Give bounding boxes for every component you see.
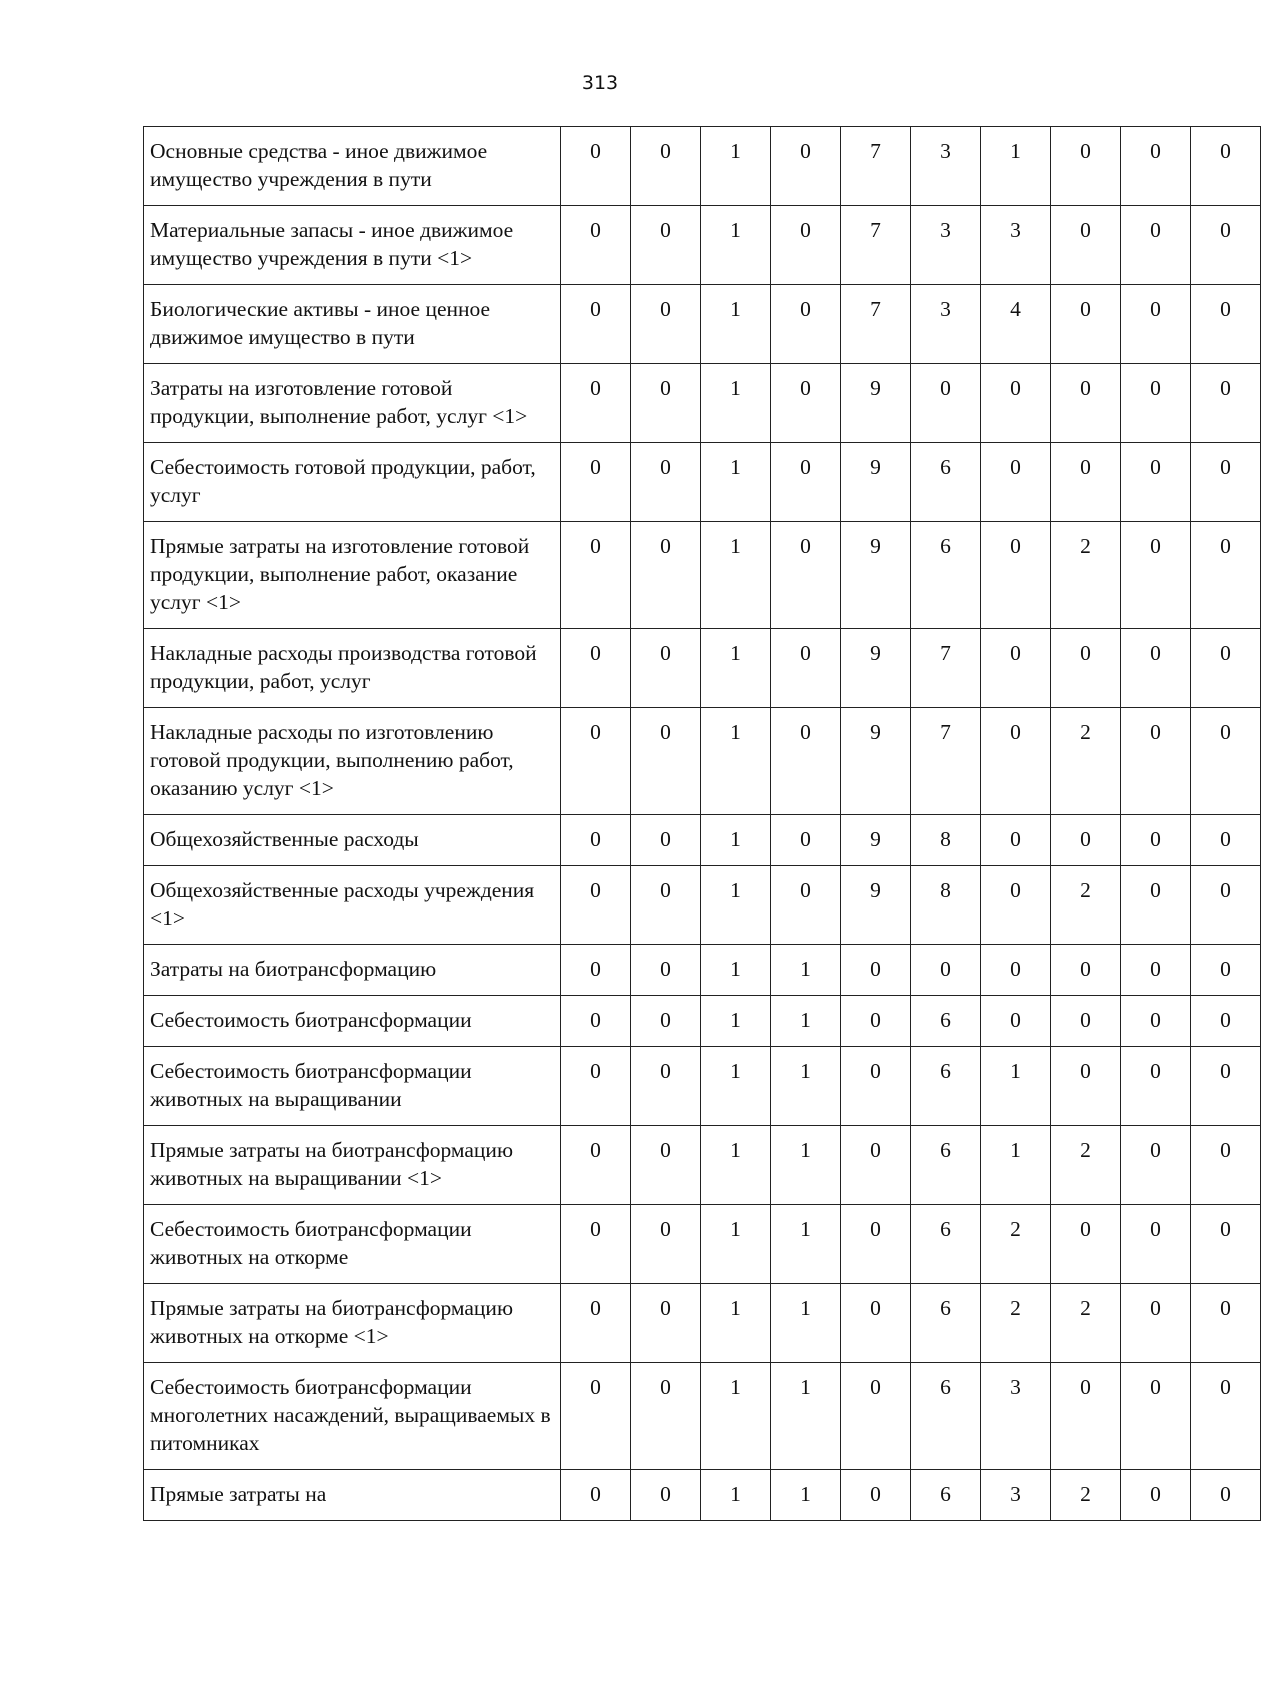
table-row	[144, 285, 1261, 364]
code-digit-cell: 0	[1051, 815, 1121, 866]
code-digit-cell: 1	[701, 364, 771, 443]
code-digit-cell: 6	[911, 1126, 981, 1205]
code-digit-cell: 6	[911, 1047, 981, 1126]
code-digit-cell: 0	[841, 1470, 911, 1521]
code-digit-cell: 6	[911, 996, 981, 1047]
code-digit-cell: 0	[771, 443, 841, 522]
code-digit-cell: 0	[1121, 127, 1191, 206]
table-row	[144, 1363, 1261, 1470]
code-digit-cell: 0	[981, 522, 1051, 629]
table-body	[144, 127, 1261, 1521]
code-digit-cell: 9	[841, 708, 911, 815]
code-digit-cell: 0	[1121, 285, 1191, 364]
code-digit-cell: 6	[911, 443, 981, 522]
account-name-cell: Материальные запасы - иное движимое имущество учреждения в пути <1>	[144, 206, 561, 285]
accounts-table	[143, 126, 1261, 1521]
table-row	[144, 945, 1261, 996]
code-digit-cell: 0	[631, 996, 701, 1047]
code-digit-cell: 1	[701, 1205, 771, 1284]
code-digit-cell: 0	[1051, 1205, 1121, 1284]
code-digit-cell: 0	[631, 522, 701, 629]
code-digit-cell: 1	[701, 1284, 771, 1363]
code-digit-cell: 2	[1051, 1126, 1121, 1205]
account-name-cell: Себестоимость биотрансформации животных на выращивании	[144, 1047, 561, 1126]
code-digit-cell: 3	[981, 1363, 1051, 1470]
code-digit-cell: 4	[981, 285, 1051, 364]
code-digit-cell: 7	[841, 127, 911, 206]
code-digit-cell: 1	[701, 996, 771, 1047]
code-digit-cell: 0	[1191, 1470, 1261, 1521]
code-digit-cell: 0	[841, 1363, 911, 1470]
code-digit-cell: 0	[911, 945, 981, 996]
account-name-cell: Прямые затраты на биотрансформацию животных на откорме <1>	[144, 1284, 561, 1363]
code-digit-cell: 1	[701, 1126, 771, 1205]
code-digit-cell: 1	[981, 1126, 1051, 1205]
table-row	[144, 996, 1261, 1047]
code-digit-cell: 6	[911, 1363, 981, 1470]
code-digit-cell: 0	[561, 866, 631, 945]
code-digit-cell: 0	[1051, 945, 1121, 996]
table-row	[144, 1284, 1261, 1363]
table-row	[144, 629, 1261, 708]
code-digit-cell: 0	[1191, 1047, 1261, 1126]
code-digit-cell: 0	[561, 996, 631, 1047]
code-digit-cell: 0	[1121, 206, 1191, 285]
code-digit-cell: 0	[1191, 364, 1261, 443]
code-digit-cell: 7	[911, 708, 981, 815]
code-digit-cell: 0	[771, 522, 841, 629]
code-digit-cell: 0	[561, 1284, 631, 1363]
code-digit-cell: 0	[771, 285, 841, 364]
table-row	[144, 127, 1261, 206]
code-digit-cell: 9	[841, 522, 911, 629]
code-digit-cell: 3	[981, 206, 1051, 285]
code-digit-cell: 0	[561, 1470, 631, 1521]
table-row	[144, 1126, 1261, 1205]
code-digit-cell: 0	[631, 629, 701, 708]
code-digit-cell: 0	[631, 815, 701, 866]
code-digit-cell: 1	[771, 945, 841, 996]
code-digit-cell: 2	[1051, 1470, 1121, 1521]
code-digit-cell: 1	[771, 1470, 841, 1521]
code-digit-cell: 0	[631, 364, 701, 443]
account-name-cell: Себестоимость биотрансформации животных на откорме	[144, 1205, 561, 1284]
code-digit-cell: 0	[1191, 945, 1261, 996]
code-digit-cell: 1	[701, 1470, 771, 1521]
code-digit-cell: 0	[561, 629, 631, 708]
code-digit-cell: 8	[911, 866, 981, 945]
code-digit-cell: 9	[841, 629, 911, 708]
code-digit-cell: 0	[981, 945, 1051, 996]
code-digit-cell: 1	[701, 815, 771, 866]
code-digit-cell: 1	[701, 206, 771, 285]
code-digit-cell: 0	[1121, 815, 1191, 866]
code-digit-cell: 2	[1051, 1284, 1121, 1363]
code-digit-cell: 0	[1191, 866, 1261, 945]
code-digit-cell: 2	[1051, 522, 1121, 629]
code-digit-cell: 0	[631, 1284, 701, 1363]
code-digit-cell: 0	[1121, 996, 1191, 1047]
code-digit-cell: 0	[561, 364, 631, 443]
code-digit-cell: 0	[561, 127, 631, 206]
table-row	[144, 815, 1261, 866]
code-digit-cell: 6	[911, 1284, 981, 1363]
code-digit-cell: 0	[1051, 996, 1121, 1047]
code-digit-cell: 1	[981, 1047, 1051, 1126]
code-digit-cell: 0	[561, 206, 631, 285]
code-digit-cell: 1	[701, 443, 771, 522]
code-digit-cell: 0	[771, 708, 841, 815]
code-digit-cell: 0	[771, 127, 841, 206]
code-digit-cell: 0	[1191, 1205, 1261, 1284]
code-digit-cell: 0	[631, 1363, 701, 1470]
page-number: 313	[581, 72, 619, 94]
code-digit-cell: 0	[561, 522, 631, 629]
code-digit-cell: 0	[771, 815, 841, 866]
code-digit-cell: 0	[561, 285, 631, 364]
code-digit-cell: 0	[1191, 522, 1261, 629]
code-digit-cell: 0	[631, 945, 701, 996]
code-digit-cell: 0	[981, 629, 1051, 708]
code-digit-cell: 0	[1121, 1205, 1191, 1284]
code-digit-cell: 0	[1121, 1470, 1191, 1521]
account-name-cell: Биологические активы - иное ценное движимое имущество в пути	[144, 285, 561, 364]
code-digit-cell: 0	[981, 996, 1051, 1047]
code-digit-cell: 3	[911, 127, 981, 206]
code-digit-cell: 0	[1121, 629, 1191, 708]
code-digit-cell: 9	[841, 815, 911, 866]
code-digit-cell: 2	[981, 1205, 1051, 1284]
code-digit-cell: 0	[1051, 285, 1121, 364]
code-digit-cell: 0	[981, 708, 1051, 815]
code-digit-cell: 0	[561, 1363, 631, 1470]
code-digit-cell: 3	[911, 206, 981, 285]
code-digit-cell: 0	[1191, 629, 1261, 708]
code-digit-cell: 1	[771, 1126, 841, 1205]
code-digit-cell: 2	[1051, 866, 1121, 945]
account-name-cell: Затраты на биотрансформацию	[144, 945, 561, 996]
code-digit-cell: 1	[701, 522, 771, 629]
code-digit-cell: 6	[911, 522, 981, 629]
code-digit-cell: 3	[911, 285, 981, 364]
table-row	[144, 1470, 1261, 1521]
account-name-cell: Прямые затраты на	[144, 1470, 561, 1521]
code-digit-cell: 0	[631, 206, 701, 285]
table-row	[144, 443, 1261, 522]
code-digit-cell: 0	[1121, 945, 1191, 996]
code-digit-cell: 6	[911, 1470, 981, 1521]
code-digit-cell: 1	[701, 629, 771, 708]
code-digit-cell: 0	[1191, 443, 1261, 522]
account-name-cell: Себестоимость готовой продукции, работ, услуг	[144, 443, 561, 522]
table-row	[144, 1047, 1261, 1126]
code-digit-cell: 0	[561, 1205, 631, 1284]
code-digit-cell: 0	[1191, 127, 1261, 206]
code-digit-cell: 0	[771, 866, 841, 945]
code-digit-cell: 0	[771, 364, 841, 443]
code-digit-cell: 0	[1051, 364, 1121, 443]
account-name-cell: Себестоимость биотрансформации многолетних насаждений, выращиваемых в питомниках	[144, 1363, 561, 1470]
code-digit-cell: 0	[631, 127, 701, 206]
code-digit-cell: 1	[771, 1284, 841, 1363]
code-digit-cell: 1	[771, 1363, 841, 1470]
code-digit-cell: 0	[1191, 996, 1261, 1047]
code-digit-cell: 0	[1121, 708, 1191, 815]
account-name-cell: Затраты на изготовление готовой продукции, выполнение работ, услуг <1>	[144, 364, 561, 443]
code-digit-cell: 1	[771, 996, 841, 1047]
code-digit-cell: 0	[631, 1047, 701, 1126]
code-digit-cell: 0	[561, 1126, 631, 1205]
code-digit-cell: 0	[841, 1205, 911, 1284]
code-digit-cell: 1	[771, 1047, 841, 1126]
table-row	[144, 708, 1261, 815]
code-digit-cell: 0	[631, 285, 701, 364]
code-digit-cell: 0	[631, 1205, 701, 1284]
code-digit-cell: 1	[771, 1205, 841, 1284]
code-digit-cell: 0	[561, 708, 631, 815]
code-digit-cell: 0	[1051, 1363, 1121, 1470]
account-name-cell: Общехозяйственные расходы учреждения <1>	[144, 866, 561, 945]
code-digit-cell: 0	[1121, 1047, 1191, 1126]
code-digit-cell: 1	[981, 127, 1051, 206]
code-digit-cell: 0	[1121, 1363, 1191, 1470]
code-digit-cell: 0	[631, 1470, 701, 1521]
account-name-cell: Накладные расходы производства готовой продукции, работ, услуг	[144, 629, 561, 708]
code-digit-cell: 0	[631, 443, 701, 522]
code-digit-cell: 0	[911, 364, 981, 443]
code-digit-cell: 0	[1191, 1284, 1261, 1363]
code-digit-cell: 0	[631, 866, 701, 945]
code-digit-cell: 0	[841, 996, 911, 1047]
table-row	[144, 364, 1261, 443]
code-digit-cell: 0	[1121, 1126, 1191, 1205]
code-digit-cell: 8	[911, 815, 981, 866]
code-digit-cell: 0	[1121, 364, 1191, 443]
account-name-cell: Прямые затраты на изготовление готовой продукции, выполнение работ, оказание услуг <1>	[144, 522, 561, 629]
code-digit-cell: 0	[561, 443, 631, 522]
code-digit-cell: 0	[561, 1047, 631, 1126]
code-digit-cell: 2	[1051, 708, 1121, 815]
code-digit-cell: 9	[841, 866, 911, 945]
code-digit-cell: 0	[841, 1284, 911, 1363]
code-digit-cell: 2	[981, 1284, 1051, 1363]
code-digit-cell: 0	[981, 443, 1051, 522]
code-digit-cell: 0	[1191, 1126, 1261, 1205]
code-digit-cell: 0	[1121, 443, 1191, 522]
code-digit-cell: 0	[631, 1126, 701, 1205]
code-digit-cell: 0	[841, 945, 911, 996]
code-digit-cell: 0	[1191, 815, 1261, 866]
account-name-cell: Общехозяйственные расходы	[144, 815, 561, 866]
account-name-cell: Себестоимость биотрансформации	[144, 996, 561, 1047]
code-digit-cell: 0	[1121, 522, 1191, 629]
code-digit-cell: 7	[841, 206, 911, 285]
code-digit-cell: 1	[701, 1047, 771, 1126]
code-digit-cell: 0	[1191, 206, 1261, 285]
code-digit-cell: 1	[701, 708, 771, 815]
code-digit-cell: 0	[981, 866, 1051, 945]
code-digit-cell: 0	[1121, 1284, 1191, 1363]
code-digit-cell: 1	[701, 866, 771, 945]
code-digit-cell: 0	[981, 815, 1051, 866]
table-row	[144, 522, 1261, 629]
code-digit-cell: 0	[1191, 285, 1261, 364]
account-name-cell: Прямые затраты на биотрансформацию животных на выращивании <1>	[144, 1126, 561, 1205]
code-digit-cell: 0	[1051, 443, 1121, 522]
code-digit-cell: 9	[841, 443, 911, 522]
code-digit-cell: 6	[911, 1205, 981, 1284]
table-row	[144, 206, 1261, 285]
table-row	[144, 1205, 1261, 1284]
code-digit-cell: 0	[561, 815, 631, 866]
code-digit-cell: 3	[981, 1470, 1051, 1521]
code-digit-cell: 0	[1121, 866, 1191, 945]
code-digit-cell: 0	[771, 206, 841, 285]
code-digit-cell: 0	[1191, 1363, 1261, 1470]
account-name-cell: Накладные расходы по изготовлению готовой продукции, выполнению работ, оказанию услуг <1>	[144, 708, 561, 815]
code-digit-cell: 1	[701, 127, 771, 206]
account-name-cell: Основные средства - иное движимое имущество учреждения в пути	[144, 127, 561, 206]
code-digit-cell: 9	[841, 364, 911, 443]
code-digit-cell: 1	[701, 285, 771, 364]
code-digit-cell: 1	[701, 945, 771, 996]
code-digit-cell: 0	[841, 1047, 911, 1126]
code-digit-cell: 0	[631, 708, 701, 815]
code-digit-cell: 0	[841, 1126, 911, 1205]
code-digit-cell: 7	[841, 285, 911, 364]
code-digit-cell: 7	[911, 629, 981, 708]
code-digit-cell: 0	[1191, 708, 1261, 815]
code-digit-cell: 0	[981, 364, 1051, 443]
code-digit-cell: 0	[771, 629, 841, 708]
code-digit-cell: 0	[1051, 206, 1121, 285]
code-digit-cell: 1	[701, 1363, 771, 1470]
code-digit-cell: 0	[1051, 629, 1121, 708]
code-digit-cell: 0	[561, 945, 631, 996]
code-digit-cell: 0	[1051, 1047, 1121, 1126]
table-row	[144, 866, 1261, 945]
code-digit-cell: 0	[1051, 127, 1121, 206]
